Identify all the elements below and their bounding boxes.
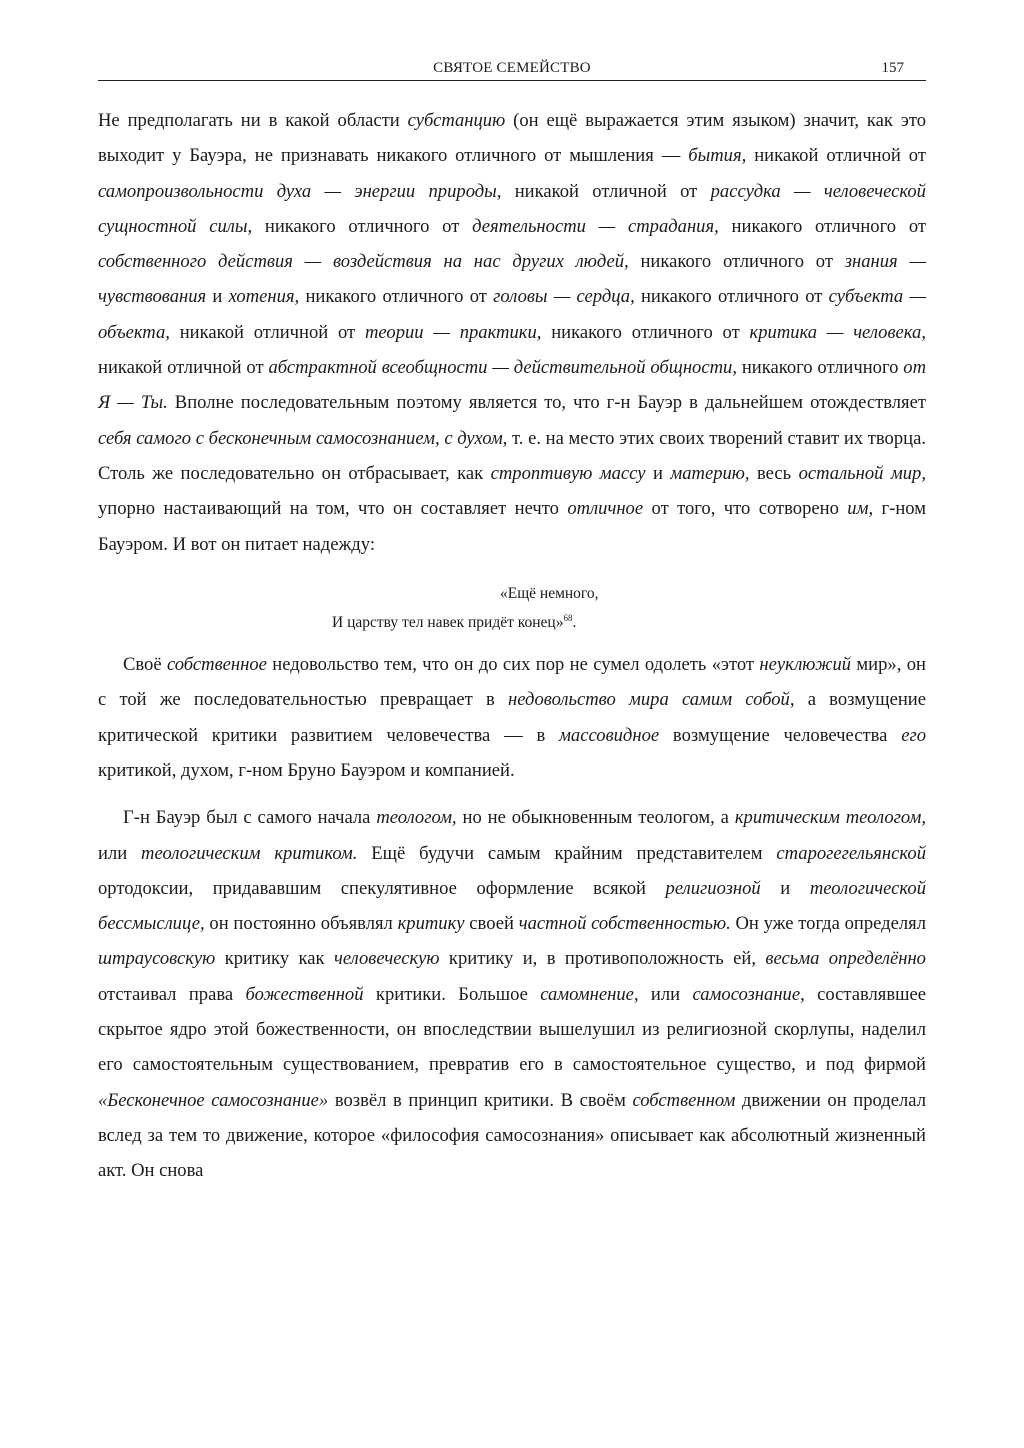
emphasis: критика — человека, (749, 321, 926, 343)
text-run: ортодоксии, придававшим спекулятивное оформление всякой (98, 877, 666, 899)
text-run: никакого отличного от (252, 215, 473, 237)
emphasis: самомнение, (540, 983, 639, 1005)
text-run: весь (749, 462, 799, 484)
emphasis: деятельности — страдания, (472, 215, 719, 237)
verse-line-1: «Ещё немного, (500, 584, 599, 602)
emphasis: собственном (632, 1089, 736, 1111)
emphasis: собственного действия — воздействия на нас других людей, (98, 251, 629, 273)
text-run: Не предполагать ни в какой области (98, 110, 408, 131)
emphasis: теологической бессмыслице, (98, 877, 926, 935)
paragraph-2 (98, 647, 926, 788)
text-run: критики. Большое (363, 983, 541, 1005)
paragraph-1 (98, 103, 926, 562)
body-text (98, 103, 926, 1188)
emphasis: массовидное (559, 724, 660, 746)
emphasis: рассудка — человеческой сущностной силы, (98, 180, 926, 237)
text-run: Ещё будучи самым крайним представителем (357, 842, 777, 864)
text-run: никакой отличной от (746, 145, 926, 167)
text-run: никакой отличной от (169, 321, 365, 343)
text-run: никакого отличного от (634, 286, 829, 308)
text-run: или (638, 983, 693, 1005)
emphasis: божественной (245, 983, 364, 1005)
emphasis: себя самого с бесконечным самосознанием, с духом, (98, 427, 508, 449)
text-run: он постоянно объявлял (204, 913, 398, 935)
text-run: т. е. на место этих своих творений ставит их творца. Столь же последовательно он отбрасывает, как (98, 427, 926, 484)
paragraph-3 (98, 800, 926, 1188)
text-run: г-ном Бауэром. И вот он питает надежду: (98, 498, 926, 555)
emphasis: самопроизвольности духа — энергии природы, (98, 180, 502, 202)
text-run: критику и, в противоположность ей, (439, 948, 766, 970)
emphasis: его (901, 724, 926, 746)
text-run: Своё (123, 654, 167, 676)
emphasis: недовольство мира самим собой, (508, 689, 795, 711)
emphasis: бытия, (688, 145, 747, 167)
emphasis: хотения, (228, 286, 300, 308)
text-run: своей (464, 913, 519, 935)
emphasis: знания — чувствования (98, 251, 926, 308)
verse-quote (98, 582, 926, 635)
emphasis: человеческую (333, 948, 440, 970)
text-run: движении он проделал вслед за тем то движение, которое «философия самосознания» описывает как абсолютный жизненный акт. Он снова (98, 1089, 926, 1182)
document-page (98, 58, 926, 1188)
text-run: но не обыкновенным теологом, а (456, 807, 735, 829)
text-run: Г-н Бауэр был с самого начала (123, 807, 377, 829)
text-run: упорно настаивающий на том, что он составляет нечто (98, 498, 568, 520)
text-run: а возмущение критической критики развитием человечества — в (98, 689, 926, 746)
footnote-marker[interactable]: 68 (563, 612, 573, 623)
text-run: никакого отличного от (541, 321, 750, 343)
emphasis: субстанцию (407, 110, 506, 131)
emphasis: старогегельянской (776, 842, 926, 864)
emphasis: головы — сердца, (493, 286, 635, 308)
text-run: отстаивал права (98, 983, 246, 1005)
text-run: никакого отличного от (628, 251, 845, 273)
text-run: составлявшее скрытое ядро этой божественности, он впоследствии вышелушил из религиозной скорлупы, наделил его самостоятельным существованием, превратив его в самостоятельное существо, и под фирмой (98, 983, 926, 1076)
emphasis: остальной мир, (798, 462, 926, 484)
emphasis: «Бесконечное самосознание» (98, 1089, 329, 1111)
text-run: никакого отличного от (299, 286, 494, 308)
emphasis: штраусовскую (98, 948, 216, 970)
text-run: критику как (215, 948, 334, 970)
text-run: никакого отличного от (718, 215, 927, 237)
text-run: возмущение человечества (659, 724, 902, 746)
text-run: никакой отличной от (98, 357, 269, 379)
emphasis: строптивую массу (490, 462, 646, 484)
text-run: Он уже тогда определял (730, 913, 927, 935)
text-run: Вполне последовательным поэтому является то, что г-н Бауэр в дальнейшем отождествляет (167, 392, 926, 414)
emphasis: теории — практики, (364, 321, 542, 343)
emphasis: религиозной (665, 877, 761, 899)
running-header (98, 58, 926, 81)
emphasis: от Я — Ты. (98, 357, 927, 414)
text-run: от того, что сотворено (643, 498, 848, 520)
emphasis: весьма определённо (765, 948, 926, 970)
emphasis: теологическим критиком. (141, 842, 358, 864)
emphasis: субъекта — объекта, (98, 286, 927, 343)
emphasis: собственное (166, 654, 267, 676)
text-run: возвёл в принцип критики. В своём (328, 1089, 633, 1111)
emphasis: частной собственностью. (518, 913, 731, 935)
verse-line-2-text: И царству тел навек придёт конец» (332, 614, 564, 632)
verse-end-punctuation: . (572, 614, 577, 632)
emphasis: материю, (670, 462, 750, 484)
emphasis: критическим теологом, (734, 807, 926, 829)
text-run: никакой отличной от (501, 180, 711, 202)
emphasis: отличное (567, 498, 644, 520)
emphasis: критику (397, 913, 465, 935)
page-number: 157 (881, 60, 904, 76)
text-run: и (206, 286, 229, 308)
text-run: (он ещё выражается этим языком) значит, как это выходит у Бауэра, не признавать никакого отличного от мышления — (98, 110, 926, 167)
emphasis: им, (847, 498, 874, 520)
emphasis: неуклюжий (759, 654, 852, 676)
emphasis: абстрактной всеобщности — действительной общности, (268, 357, 737, 379)
text-run: мир», он с той же последовательностью превращает в (98, 654, 926, 711)
header-title: СВЯТОЕ СЕМЕЙСТВО (433, 60, 591, 76)
text-run: и (760, 877, 810, 899)
text-run: критикой, духом, г-ном Бруно Бауэром и компанией. (98, 759, 515, 781)
text-run: и (645, 462, 671, 484)
emphasis: самосознание, (692, 983, 805, 1005)
text-run: или (98, 842, 142, 864)
verse-line-2 (98, 606, 926, 635)
emphasis: теологом, (376, 807, 457, 829)
text-run: никакого отличного (736, 357, 904, 379)
text-run: недовольство тем, что он до сих пор не сумел одолеть «этот (266, 654, 760, 676)
